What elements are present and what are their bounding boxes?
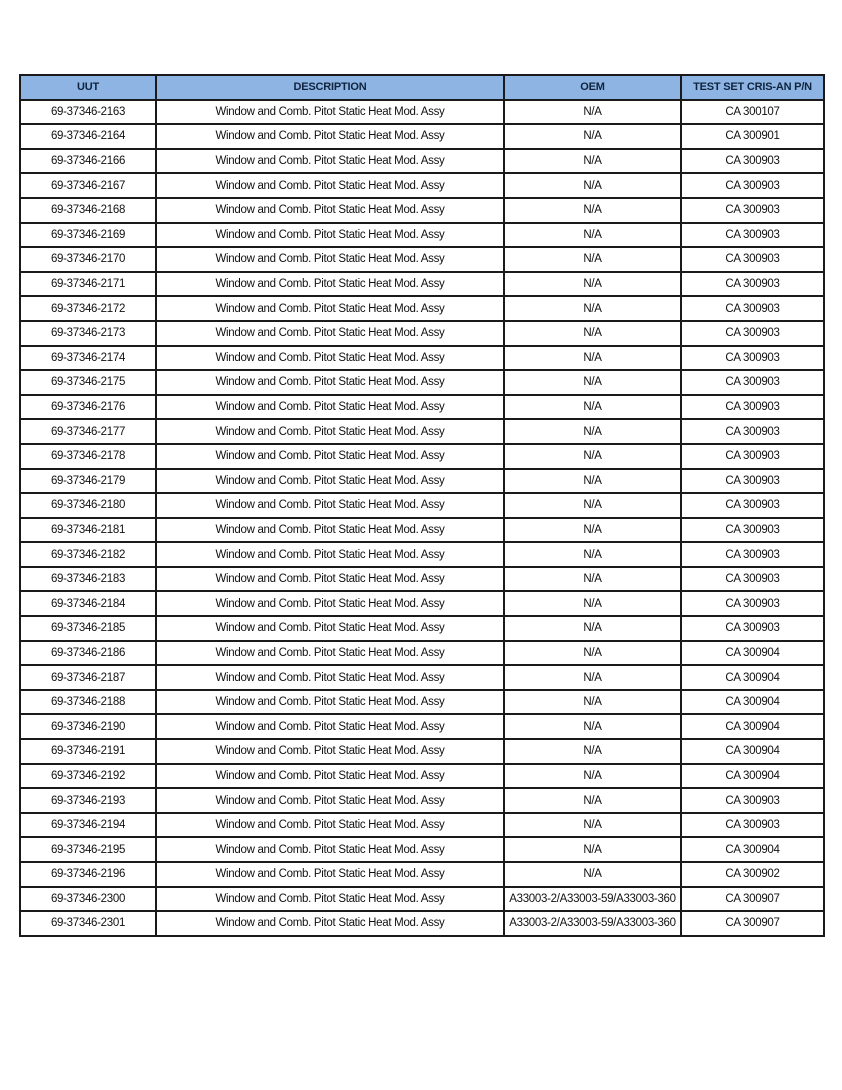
table-row	[20, 100, 824, 125]
cell-description: Window and Comb. Pitot Static Heat Mod. Assy	[156, 247, 504, 272]
cell-test-set: CA 300107	[681, 100, 824, 125]
cell-test-set: CA 300903	[681, 272, 824, 297]
cell-test-set: CA 300902	[681, 862, 824, 887]
table-row	[20, 616, 824, 641]
cell-description: Window and Comb. Pitot Static Heat Mod. Assy	[156, 272, 504, 297]
table-row	[20, 862, 824, 887]
cell-test-set: CA 300903	[681, 321, 824, 346]
cell-description: Window and Comb. Pitot Static Heat Mod. Assy	[156, 100, 504, 125]
cell-oem: N/A	[504, 346, 681, 371]
cell-uut: 69-37346-2175	[20, 370, 156, 395]
header-oem: OEM	[504, 75, 681, 100]
cell-test-set: CA 300903	[681, 616, 824, 641]
cell-description: Window and Comb. Pitot Static Heat Mod. Assy	[156, 296, 504, 321]
cell-oem: N/A	[504, 837, 681, 862]
table-row	[20, 788, 824, 813]
cell-description: Window and Comb. Pitot Static Heat Mod. Assy	[156, 764, 504, 789]
cell-uut: 69-37346-2166	[20, 149, 156, 174]
cell-test-set: CA 300903	[681, 247, 824, 272]
table-row	[20, 223, 824, 248]
cell-oem: N/A	[504, 100, 681, 125]
table-row	[20, 173, 824, 198]
cell-description: Window and Comb. Pitot Static Heat Mod. Assy	[156, 444, 504, 469]
cell-oem: N/A	[504, 149, 681, 174]
cell-uut: 69-37346-2194	[20, 813, 156, 838]
cell-description: Window and Comb. Pitot Static Heat Mod. Assy	[156, 198, 504, 223]
cell-oem: N/A	[504, 764, 681, 789]
cell-uut: 69-37346-2186	[20, 641, 156, 666]
table-body	[20, 100, 824, 936]
table-row	[20, 493, 824, 518]
cell-uut: 69-37346-2169	[20, 223, 156, 248]
header-uut: UUT	[20, 75, 156, 100]
cell-uut: 69-37346-2178	[20, 444, 156, 469]
table-row	[20, 837, 824, 862]
cell-description: Window and Comb. Pitot Static Heat Mod. Assy	[156, 591, 504, 616]
cell-description: Window and Comb. Pitot Static Heat Mod. Assy	[156, 419, 504, 444]
cell-description: Window and Comb. Pitot Static Heat Mod. Assy	[156, 887, 504, 912]
table-row	[20, 321, 824, 346]
cell-uut: 69-37346-2172	[20, 296, 156, 321]
table-row	[20, 149, 824, 174]
cell-uut: 69-37346-2168	[20, 198, 156, 223]
cell-uut: 69-37346-2176	[20, 395, 156, 420]
cell-uut: 69-37346-2177	[20, 419, 156, 444]
cell-oem: N/A	[504, 641, 681, 666]
table-row	[20, 567, 824, 592]
cell-uut: 69-37346-2170	[20, 247, 156, 272]
cell-test-set: CA 300903	[681, 567, 824, 592]
table-row	[20, 518, 824, 543]
cell-test-set: CA 300903	[681, 788, 824, 813]
table-row	[20, 739, 824, 764]
cell-test-set: CA 300903	[681, 419, 824, 444]
cell-test-set: CA 300903	[681, 173, 824, 198]
cell-oem: N/A	[504, 469, 681, 494]
table-row	[20, 887, 824, 912]
cell-test-set: CA 300903	[681, 395, 824, 420]
cell-test-set: CA 300903	[681, 444, 824, 469]
cell-description: Window and Comb. Pitot Static Heat Mod. Assy	[156, 149, 504, 174]
cell-description: Window and Comb. Pitot Static Heat Mod. Assy	[156, 641, 504, 666]
cell-oem: N/A	[504, 247, 681, 272]
cell-uut: 69-37346-2193	[20, 788, 156, 813]
cell-uut: 69-37346-2196	[20, 862, 156, 887]
cell-uut: 69-37346-2188	[20, 690, 156, 715]
table-row	[20, 813, 824, 838]
cell-uut: 69-37346-2163	[20, 100, 156, 125]
header-description: DESCRIPTION	[156, 75, 504, 100]
cell-test-set: CA 300903	[681, 149, 824, 174]
cell-description: Window and Comb. Pitot Static Heat Mod. Assy	[156, 862, 504, 887]
cell-oem: N/A	[504, 788, 681, 813]
cell-test-set: CA 300903	[681, 198, 824, 223]
cell-test-set: CA 300904	[681, 837, 824, 862]
table-row	[20, 690, 824, 715]
cell-description: Window and Comb. Pitot Static Heat Mod. Assy	[156, 788, 504, 813]
cell-test-set: CA 300903	[681, 542, 824, 567]
cell-oem: N/A	[504, 542, 681, 567]
cell-test-set: CA 300904	[681, 764, 824, 789]
header-test-set: TEST SET CRIS-AN P/N	[681, 75, 824, 100]
cell-test-set: CA 300904	[681, 690, 824, 715]
cell-oem: N/A	[504, 665, 681, 690]
table-row	[20, 542, 824, 567]
cell-test-set: CA 300903	[681, 223, 824, 248]
cell-oem: N/A	[504, 739, 681, 764]
cell-uut: 69-37346-2181	[20, 518, 156, 543]
table-row	[20, 444, 824, 469]
cell-test-set: CA 300903	[681, 469, 824, 494]
cell-oem: N/A	[504, 813, 681, 838]
cell-test-set: CA 300903	[681, 296, 824, 321]
cell-description: Window and Comb. Pitot Static Heat Mod. Assy	[156, 542, 504, 567]
cell-oem: N/A	[504, 591, 681, 616]
cell-test-set: CA 300903	[681, 346, 824, 371]
cell-test-set: CA 300901	[681, 124, 824, 149]
cell-uut: 69-37346-2164	[20, 124, 156, 149]
cell-oem: N/A	[504, 444, 681, 469]
cell-oem: N/A	[504, 370, 681, 395]
table-row	[20, 665, 824, 690]
cell-description: Window and Comb. Pitot Static Heat Mod. Assy	[156, 739, 504, 764]
cell-description: Window and Comb. Pitot Static Heat Mod. Assy	[156, 837, 504, 862]
table-row	[20, 911, 824, 936]
cell-oem: N/A	[504, 296, 681, 321]
cell-uut: 69-37346-2195	[20, 837, 156, 862]
table-row	[20, 641, 824, 666]
cell-uut: 69-37346-2183	[20, 567, 156, 592]
cell-uut: 69-37346-2301	[20, 911, 156, 936]
cell-uut: 69-37346-2171	[20, 272, 156, 297]
cell-oem: N/A	[504, 395, 681, 420]
cell-description: Window and Comb. Pitot Static Heat Mod. Assy	[156, 567, 504, 592]
table-row	[20, 272, 824, 297]
cell-uut: 69-37346-2179	[20, 469, 156, 494]
cell-oem: N/A	[504, 616, 681, 641]
cell-oem: N/A	[504, 419, 681, 444]
cell-description: Window and Comb. Pitot Static Heat Mod. Assy	[156, 518, 504, 543]
cell-oem: N/A	[504, 321, 681, 346]
cell-uut: 69-37346-2174	[20, 346, 156, 371]
cell-uut: 69-37346-2187	[20, 665, 156, 690]
table-row	[20, 469, 824, 494]
cell-description: Window and Comb. Pitot Static Heat Mod. Assy	[156, 665, 504, 690]
cell-description: Window and Comb. Pitot Static Heat Mod. Assy	[156, 370, 504, 395]
cell-test-set: CA 300903	[681, 813, 824, 838]
cell-oem: N/A	[504, 124, 681, 149]
cell-oem: A33003-2/A33003-59/A33003-360	[504, 887, 681, 912]
cell-test-set: CA 300907	[681, 911, 824, 936]
cell-oem: N/A	[504, 173, 681, 198]
cell-oem: N/A	[504, 198, 681, 223]
cell-description: Window and Comb. Pitot Static Heat Mod. Assy	[156, 321, 504, 346]
cell-oem: N/A	[504, 493, 681, 518]
cell-uut: 69-37346-2192	[20, 764, 156, 789]
cell-test-set: CA 300904	[681, 665, 824, 690]
cell-description: Window and Comb. Pitot Static Heat Mod. Assy	[156, 714, 504, 739]
cell-description: Window and Comb. Pitot Static Heat Mod. Assy	[156, 813, 504, 838]
cell-uut: 69-37346-2300	[20, 887, 156, 912]
table-row	[20, 591, 824, 616]
cell-description: Window and Comb. Pitot Static Heat Mod. Assy	[156, 469, 504, 494]
cell-test-set: CA 300904	[681, 641, 824, 666]
cell-description: Window and Comb. Pitot Static Heat Mod. Assy	[156, 395, 504, 420]
cell-test-set: CA 300903	[681, 370, 824, 395]
cell-description: Window and Comb. Pitot Static Heat Mod. Assy	[156, 223, 504, 248]
cell-description: Window and Comb. Pitot Static Heat Mod. Assy	[156, 616, 504, 641]
cell-description: Window and Comb. Pitot Static Heat Mod. Assy	[156, 124, 504, 149]
cell-uut: 69-37346-2182	[20, 542, 156, 567]
cell-uut: 69-37346-2173	[20, 321, 156, 346]
table-row	[20, 395, 824, 420]
parts-table	[19, 74, 825, 937]
header-row	[20, 75, 824, 100]
cell-test-set: CA 300904	[681, 739, 824, 764]
cell-uut: 69-37346-2167	[20, 173, 156, 198]
cell-description: Window and Comb. Pitot Static Heat Mod. Assy	[156, 911, 504, 936]
cell-test-set: CA 300904	[681, 714, 824, 739]
cell-uut: 69-37346-2191	[20, 739, 156, 764]
table-row	[20, 247, 824, 272]
cell-test-set: CA 300903	[681, 518, 824, 543]
cell-description: Window and Comb. Pitot Static Heat Mod. Assy	[156, 346, 504, 371]
cell-oem: N/A	[504, 567, 681, 592]
cell-description: Window and Comb. Pitot Static Heat Mod. Assy	[156, 493, 504, 518]
cell-oem: N/A	[504, 223, 681, 248]
table-row	[20, 346, 824, 371]
table-row	[20, 764, 824, 789]
cell-oem: N/A	[504, 518, 681, 543]
cell-oem: N/A	[504, 862, 681, 887]
cell-uut: 69-37346-2190	[20, 714, 156, 739]
table-header	[20, 75, 824, 100]
cell-uut: 69-37346-2180	[20, 493, 156, 518]
cell-uut: 69-37346-2185	[20, 616, 156, 641]
table-row	[20, 198, 824, 223]
cell-test-set: CA 300903	[681, 591, 824, 616]
table-row	[20, 714, 824, 739]
table-row	[20, 124, 824, 149]
cell-test-set: CA 300907	[681, 887, 824, 912]
cell-oem: N/A	[504, 714, 681, 739]
cell-uut: 69-37346-2184	[20, 591, 156, 616]
table-row	[20, 296, 824, 321]
table-row	[20, 419, 824, 444]
cell-test-set: CA 300903	[681, 493, 824, 518]
cell-description: Window and Comb. Pitot Static Heat Mod. Assy	[156, 173, 504, 198]
cell-oem: A33003-2/A33003-59/A33003-360	[504, 911, 681, 936]
cell-oem: N/A	[504, 272, 681, 297]
cell-description: Window and Comb. Pitot Static Heat Mod. Assy	[156, 690, 504, 715]
table-row	[20, 370, 824, 395]
cell-oem: N/A	[504, 690, 681, 715]
